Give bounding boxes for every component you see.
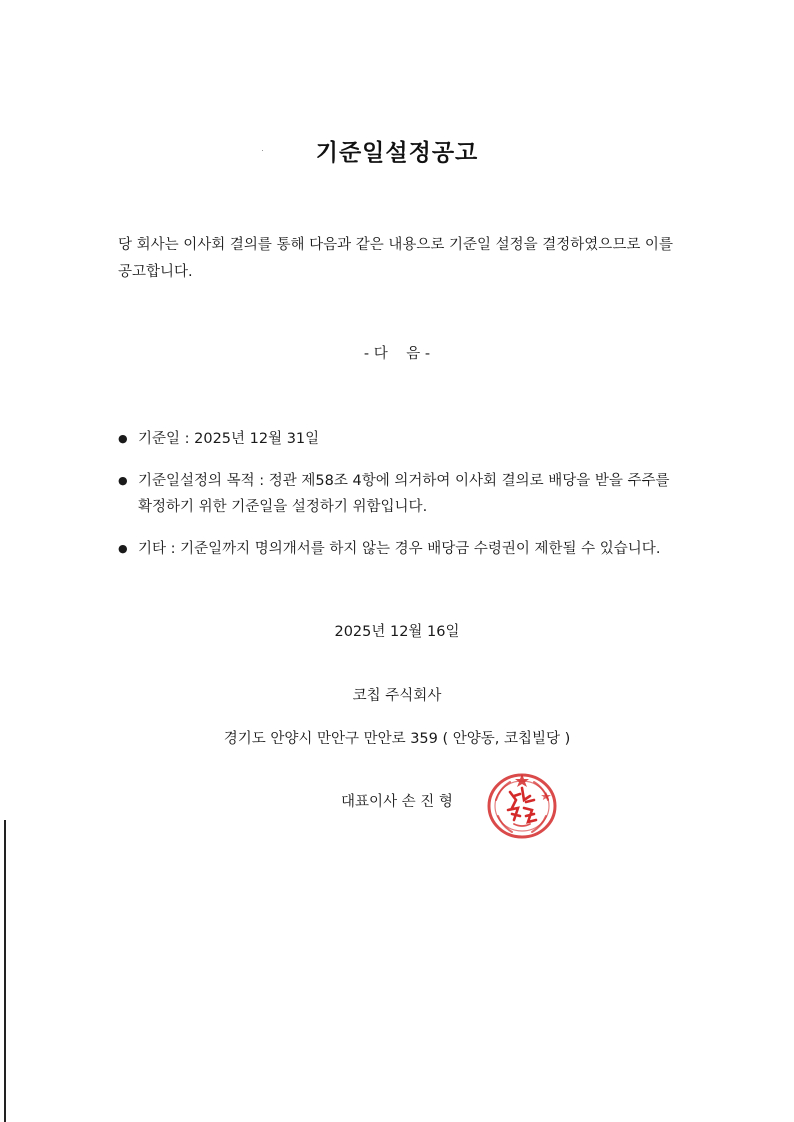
notice-items xyxy=(118,426,688,562)
list-item xyxy=(118,468,688,520)
bullet-icon: ● xyxy=(118,474,128,487)
company-name: 코칩 주식회사 xyxy=(352,688,442,704)
notice-date: 2025년 12월 16일 xyxy=(334,624,460,640)
representative-name: 대표이사 손 진 형 xyxy=(341,794,453,810)
list-item xyxy=(118,426,688,452)
bullet-icon: ● xyxy=(118,432,128,445)
bullet-icon: ● xyxy=(118,542,128,555)
item-text: 기준일 : 2025년 12월 31일 xyxy=(138,431,320,447)
item-text: 기준일설정의 목적 : 정관 제58조 4항에 의거하여 이사회 결의로 배당을 받을 주주를 확정하기 위한 기준일을 설정하기 위함입니다. xyxy=(138,473,670,515)
details-separator: - 다 음 - xyxy=(363,346,431,362)
item-text: 기타 : 기준일까지 명의개서를 하지 않는 경우 배당금 수령권이 제한될 수 있습니다. xyxy=(138,541,661,557)
company-seal-icon xyxy=(484,770,560,842)
notice-title: 기준일설정공고 xyxy=(315,140,479,166)
list-item xyxy=(118,536,688,562)
intro-paragraph: 당 회사는 이사회 결의를 통해 다음과 같은 내용으로 기준일 설정을 결정하였으므로 이를 공고합니다. xyxy=(118,237,673,280)
company-address: 경기도 안양시 만안구 만안로 359 ( 안양동, 코칩빌당 ) xyxy=(223,731,571,747)
scan-edge-line xyxy=(4,820,6,1122)
